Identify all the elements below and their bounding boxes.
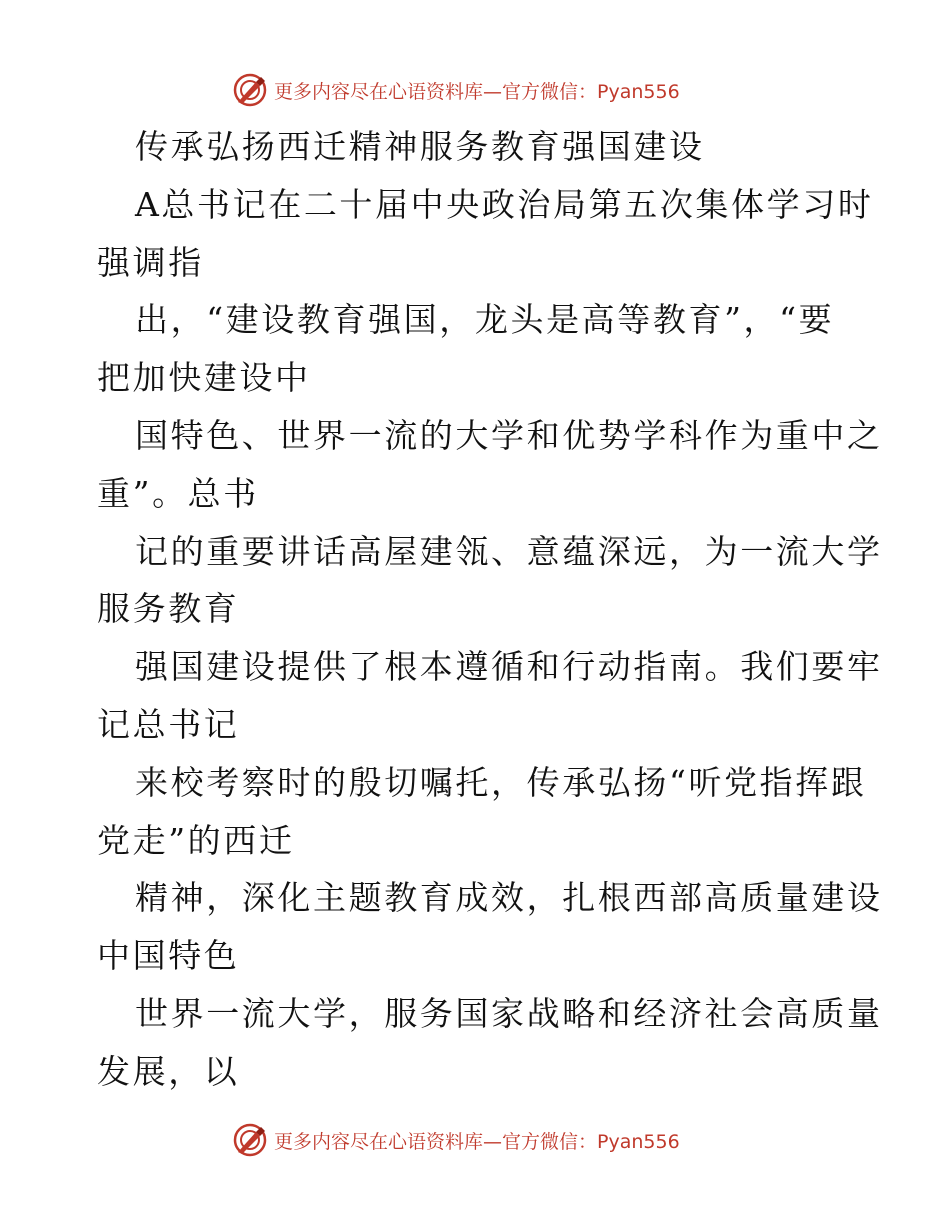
header-watermark <box>232 70 680 110</box>
text-line: 把加快建设中 <box>97 358 311 398</box>
text-line: 世界一流大学，服务国家战略和经济社会高质量 <box>135 993 883 1033</box>
watermark-text: 更多内容尽在心语资料库—官方微信：Pyan556 <box>274 1130 680 1153</box>
document-title: 传承弘扬西迁精神服务教育强国建设 <box>135 127 705 166</box>
text-line: 发展，以 <box>97 1051 240 1091</box>
pen-logo-icon <box>232 1122 268 1158</box>
text-line: 记的重要讲话高屋建瓴、意蕴深远，为一流大学 <box>135 531 883 571</box>
text-line: 国特色、世界一流的大学和优势学科作为重中之 <box>135 415 883 455</box>
text-line: 强国建设提供了根本遵循和行动指南。我们要牢 <box>135 647 883 687</box>
text-line: 出，“建设教育强国，龙头是高等教育”，“要 <box>135 300 835 340</box>
text-line: 记总书记 <box>97 704 240 744</box>
footer-watermark <box>232 1120 680 1160</box>
text-line: 来校考察时的殷切嘱托，传承弘扬“听党指挥跟 <box>135 762 867 802</box>
text-line: 党走”的西迁 <box>97 820 295 860</box>
text-line: 服务教育 <box>97 589 240 629</box>
pen-logo-icon <box>232 72 268 108</box>
text-line: 精神，深化主题教育成效，扎根西部高质量建设 <box>135 878 883 918</box>
text-line: 强调指 <box>97 242 204 282</box>
watermark-text: 更多内容尽在心语资料库—官方微信：Pyan556 <box>274 80 680 103</box>
document-body <box>97 118 883 1101</box>
text-line: 中国特色 <box>97 936 240 976</box>
text-line: 重”。总书 <box>97 473 259 513</box>
text-line: A总书记在二十届中央政治局第五次集体学习时 <box>135 184 874 224</box>
